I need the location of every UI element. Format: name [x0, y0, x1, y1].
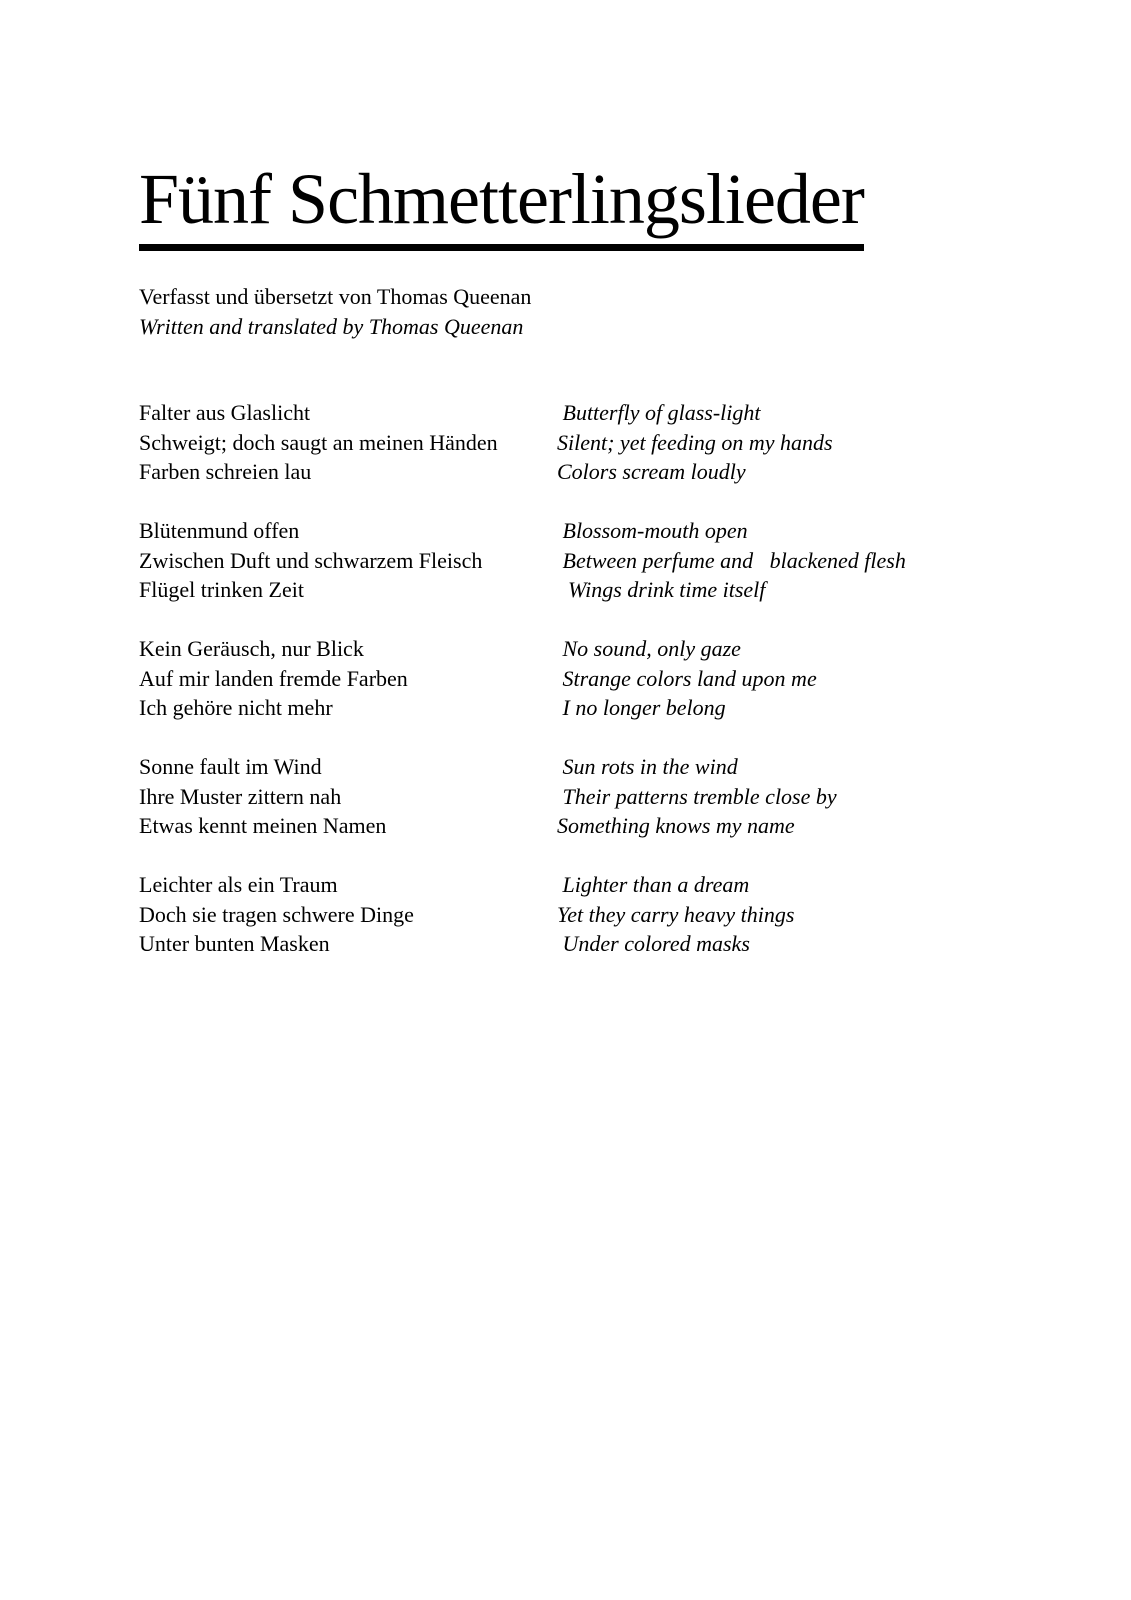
poem-line-english: Sun rots in the wind	[557, 754, 738, 779]
poem-line-english: Wings drink time itself	[557, 577, 766, 602]
stanza-english-column	[557, 516, 1041, 605]
poem-line-german: Farben schreien lau	[139, 459, 312, 484]
poem-line-german: Flügel trinken Zeit	[139, 577, 304, 602]
poem-line-german: Zwischen Duft und schwarzem Fleisch	[139, 547, 483, 573]
stanza-2	[139, 516, 1041, 605]
stanza-4	[139, 752, 1041, 841]
poem-line-german: Etwas kennt meinen Namen	[139, 813, 387, 838]
stanza-english-column	[557, 870, 1041, 959]
poem-line-english: Silent; yet feeding on my hands	[557, 429, 833, 455]
byline-english: Written and translated by Thomas Queenan	[139, 314, 524, 339]
byline	[139, 282, 1041, 342]
poem-line-english: Between perfume and blackened flesh	[557, 547, 906, 573]
poem-line-english: Strange colors land upon me	[557, 665, 817, 691]
poem-body	[139, 398, 1041, 959]
stanza-german-column	[139, 634, 557, 723]
stanza-english-column	[557, 634, 1041, 723]
stanza-german-column	[139, 870, 557, 959]
stanza-english-column	[557, 752, 1041, 841]
stanza-german-column	[139, 752, 557, 841]
poem-line-german: Kein Geräusch, nur Blick	[139, 636, 364, 661]
poem-line-english: Something knows my name	[557, 813, 795, 838]
poem-line-german: Sonne fault im Wind	[139, 754, 322, 779]
poem-line-english: Blossom-mouth open	[557, 518, 748, 543]
stanza-3	[139, 634, 1041, 723]
poem-line-german: Leichter als ein Traum	[139, 872, 338, 897]
poem-line-german: Schweigt; doch saugt an meinen Händen	[139, 429, 498, 455]
poem-line-english: Butterfly of glass-light	[557, 400, 761, 425]
poem-line-german: Ich gehöre nicht mehr	[139, 695, 333, 720]
poem-line-german: Ihre Muster zittern nah	[139, 783, 342, 809]
poem-line-english: Yet they carry heavy things	[557, 901, 795, 927]
stanza-5	[139, 870, 1041, 959]
stanza-english-column	[557, 398, 1041, 487]
poem-line-english: Colors scream loudly	[557, 459, 746, 484]
byline-german: Verfasst und übersetzt von Thomas Queenan	[139, 284, 532, 309]
poem-line-english: I no longer belong	[557, 695, 726, 720]
poem-line-english: Their patterns tremble close by	[557, 783, 837, 809]
page-title: Fünf Schmetterlingslieder	[139, 163, 864, 251]
stanza-1	[139, 398, 1041, 487]
poem-line-german: Doch sie tragen schwere Dinge	[139, 901, 414, 927]
poem-line-german: Blütenmund offen	[139, 518, 300, 543]
poem-line-german: Falter aus Glaslicht	[139, 400, 311, 425]
poem-line-german: Auf mir landen fremde Farben	[139, 665, 408, 691]
poem-line-english: Lighter than a dream	[557, 872, 750, 897]
poem-line-english: Under colored masks	[557, 931, 750, 956]
poem-line-english: No sound, only gaze	[557, 636, 741, 661]
stanza-german-column	[139, 398, 557, 487]
poem-line-german: Unter bunten Masken	[139, 931, 330, 956]
stanza-german-column	[139, 516, 557, 605]
